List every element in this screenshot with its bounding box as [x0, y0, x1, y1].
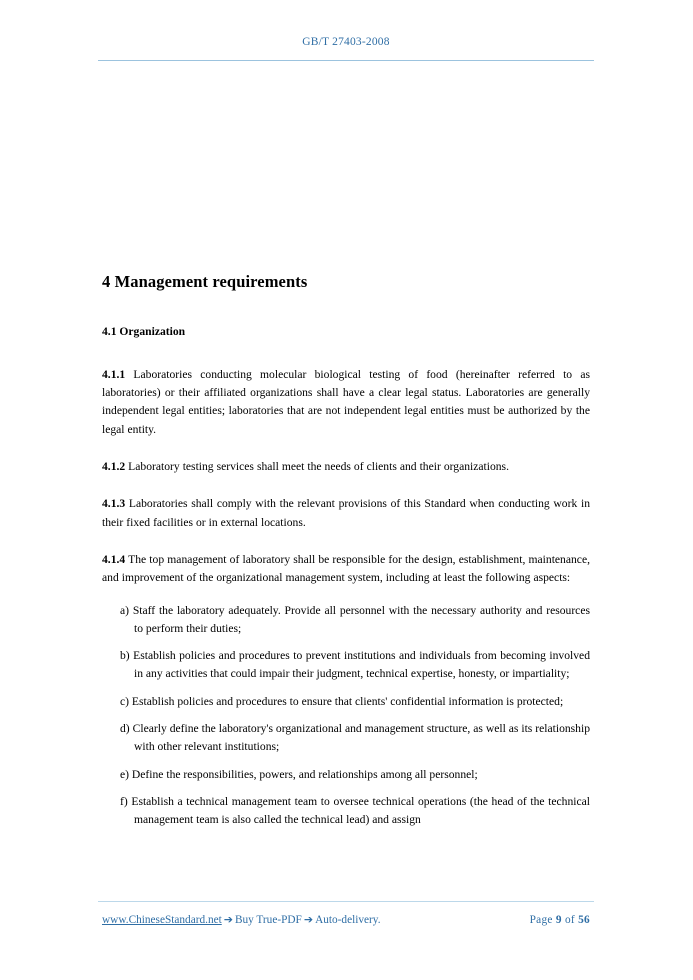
clause-text: Laboratory testing services shall meet the needs of clients and their organizations. [125, 459, 509, 473]
clause-text: The top management of laboratory shall be responsible for the design, establishment, maintenance, and improvement of the organizational management system, including at least the following aspects: [102, 552, 590, 585]
document-body [102, 272, 590, 830]
footer-divider-rule [98, 901, 594, 902]
header-divider-rule [98, 60, 594, 61]
alphabetical-list [102, 602, 590, 830]
subclause-heading: 4.1 Organization [102, 324, 186, 338]
list-item-marker: a) [120, 603, 130, 617]
list-item-marker: c) [120, 694, 130, 708]
page-header [98, 32, 594, 50]
list-item-marker: b) [120, 649, 130, 663]
right-arrow-icon: ➔ [303, 913, 314, 926]
list-item [102, 793, 590, 830]
page-title: 4 Management requirements [102, 272, 308, 291]
list-item [102, 720, 590, 757]
clause-paragraph [102, 458, 590, 476]
footer-promo-text-delivery: Auto-delivery. [315, 914, 381, 926]
of-label: of [564, 914, 575, 926]
clause-number: 4.1.2 [102, 459, 126, 473]
list-item [102, 647, 590, 684]
page-number-indicator [530, 914, 590, 926]
page-label: Page [529, 914, 553, 926]
list-item-text: Establish policies and procedures to prevent institutions and individuals from becoming involved in any activities that could impair their judgment, technical expertise, honesty, or impartiality; [129, 649, 590, 681]
list-item-text: Clearly define the laboratory's organizational and management structure, as well as its relationship with other relevant institutions; [129, 722, 590, 754]
total-page-count: 56 [578, 914, 590, 926]
clause-number: 4.1.4 [102, 552, 126, 566]
page-footer [102, 913, 590, 926]
clause-paragraph [102, 366, 590, 439]
clause-text: Laboratories shall comply with the relevant provisions of this Standard when conducting work in their fixed facilities or in external locations. [102, 497, 590, 529]
list-item-marker: f) [120, 795, 128, 809]
list-item-text: Staff the laboratory adequately. Provide all personnel with the necessary authority and resources to perform their duties; [129, 603, 590, 635]
right-arrow-icon: ➔ [223, 913, 233, 926]
clause-number: 4.1.3 [102, 497, 126, 511]
current-page-number: 9 [555, 914, 562, 926]
list-item-marker: d) [120, 722, 130, 736]
footer-promo-text-buy: Buy True-PDF [234, 914, 302, 926]
footer-promo [102, 913, 381, 926]
list-item [102, 602, 590, 639]
list-item-text: Establish a technical management team to oversee technical operations (the head of the technical management team is also called the technical lead) and assign [127, 795, 590, 827]
clause-text: Laboratories conducting molecular biological testing of food (hereinafter referred to as laboratories) or their affiliated organizations shall have a clear legal status. Laboratories are generally independent legal entities; laboratories that are not independent legal entities must be authorized by the legal entity. [102, 367, 590, 436]
standard-code-header: GB/T 27403-2008 [302, 36, 390, 48]
clause-number: 4.1.1 [102, 367, 126, 381]
list-item-text: Establish policies and procedures to ensure that clients' confidential information is protected; [129, 694, 564, 708]
list-item-text: Define the responsibilities, powers, and relationships among all personnel; [129, 767, 478, 781]
list-item [102, 693, 590, 711]
clause-paragraph [102, 551, 590, 588]
list-item-marker: e) [120, 767, 130, 781]
chinesestandard-site-link[interactable]: www.ChineseStandard.net [102, 914, 222, 926]
clause-paragraph [102, 495, 590, 532]
list-item [102, 766, 590, 784]
